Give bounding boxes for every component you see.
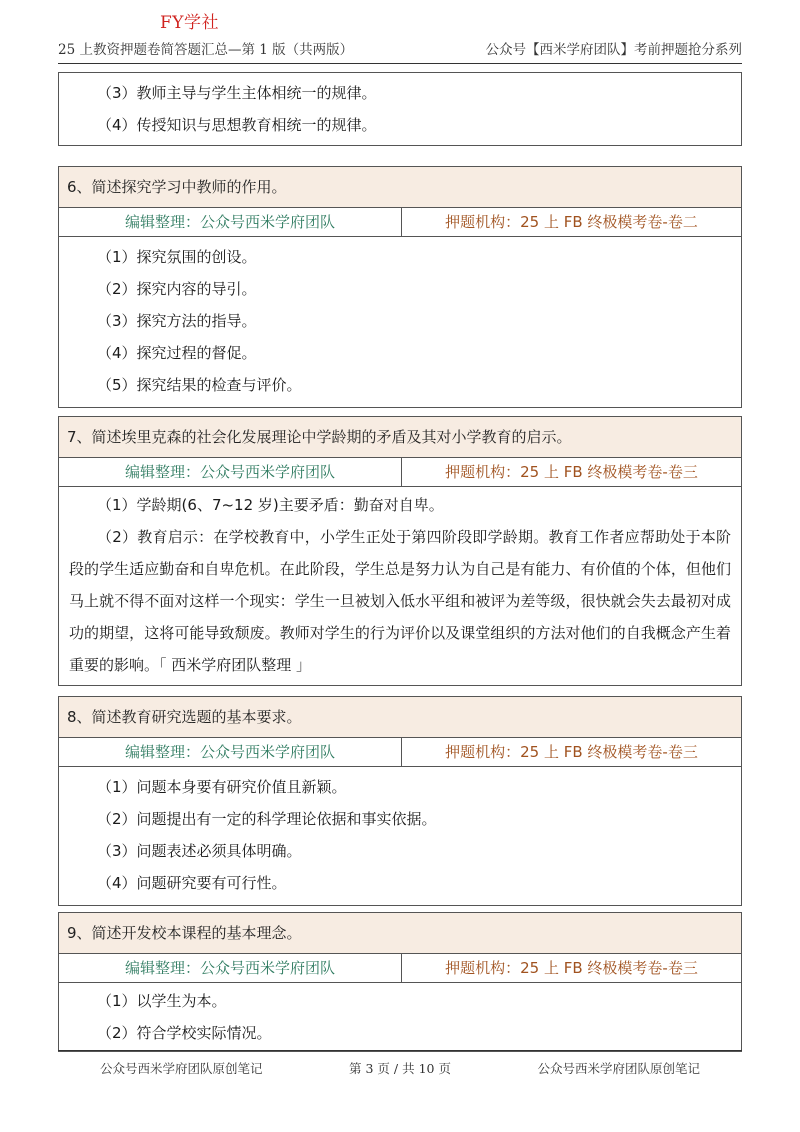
question-6-meta xyxy=(59,208,741,237)
answer-item: （2）问题提出有一定的科学理论依据和事实依据。 xyxy=(97,810,437,828)
question-8-box xyxy=(58,696,742,906)
question-9-box xyxy=(58,912,742,1052)
answer-item: （3）问题表述必须具体明确。 xyxy=(97,842,302,860)
answer-item: （2）符合学校实际情况。 xyxy=(97,1024,272,1042)
footer-right: 公众号西米学府团队原创笔记 xyxy=(537,1061,700,1076)
question-6-box xyxy=(58,166,742,408)
answer-item: （4）问题研究要有可行性。 xyxy=(97,874,287,892)
answer-paragraph: （2）教育启示：在学校教育中，小学生正处于第四阶段即学龄期。教育工作者应帮助处于本阶段的学生适应勤奋和自卑危机。在此阶段，学生总是努力认为自己是有能力、有价值的个体，但他们马上就不得不面对这样一个现实：学生一旦被划入低水平组和被评为差等级，很快就会失去最初对成功的期望，这将可能导致颓废。教师对学生的行为评价以及课堂组织的方法对他们的自我概念产生着重要的影响。「 西米学府团队整理 」 xyxy=(69,528,731,674)
answer-item: （1）学龄期(6、7~12 岁)主要矛盾：勤奋对自卑。 xyxy=(97,496,444,514)
page-footer xyxy=(58,1050,742,1077)
page-header xyxy=(58,38,742,64)
editor-label: 编辑整理：公众号西米学府团队 xyxy=(59,738,402,766)
answer-item: （5）探究结果的检查与评价。 xyxy=(97,376,302,394)
editor-label: 编辑整理：公众号西米学府团队 xyxy=(59,458,402,486)
source-label: 押题机构：25 上 FB 终极模考卷-卷三 xyxy=(445,959,698,977)
source-label: 押题机构：25 上 FB 终极模考卷-卷三 xyxy=(445,463,698,481)
question-8-title: 8、简述教育研究选题的基本要求。 xyxy=(59,697,741,738)
question-6-title: 6、简述探究学习中教师的作用。 xyxy=(59,167,741,208)
editor-label: 编辑整理：公众号西米学府团队 xyxy=(59,208,402,236)
source-label: 押题机构：25 上 FB 终极模考卷-卷二 xyxy=(445,213,698,231)
question-8-meta xyxy=(59,738,741,767)
question-7-meta xyxy=(59,458,741,487)
watermark-text: FY学社 xyxy=(160,13,220,33)
answer-item: （2）探究内容的导引。 xyxy=(97,280,257,298)
answer-item: （1）问题本身要有研究价值且新颖。 xyxy=(97,778,347,796)
answer-item: （1）以学生为本。 xyxy=(97,992,227,1010)
answer-item: （1）探究氛围的创设。 xyxy=(97,248,257,266)
answer-item: （4）探究过程的督促。 xyxy=(97,344,257,362)
question-7-title: 7、简述埃里克森的社会化发展理论中学龄期的矛盾及其对小学教育的启示。 xyxy=(59,417,741,458)
page-number: 第 3 页 / 共 10 页 xyxy=(349,1061,451,1076)
answer-item: （4）传授知识与思想教育相统一的规律。 xyxy=(97,116,377,134)
header-right: 公众号【西米学府团队】考前押题抢分系列 xyxy=(485,42,742,58)
footer-left: 公众号西米学府团队原创笔记 xyxy=(100,1061,263,1076)
answer-item: （3）探究方法的指导。 xyxy=(97,312,257,330)
source-label: 押题机构：25 上 FB 终极模考卷-卷三 xyxy=(445,743,698,761)
question-9-title: 9、简述开发校本课程的基本理念。 xyxy=(59,913,741,954)
answer-item: （3）教师主导与学生主体相统一的规律。 xyxy=(97,84,377,102)
question-9-meta xyxy=(59,954,741,983)
header-left: 25 上教资押题卷简答题汇总—第 1 版（共两版） xyxy=(58,42,354,58)
question-7-box xyxy=(58,416,742,686)
prev-question-box xyxy=(58,72,742,146)
editor-label: 编辑整理：公众号西米学府团队 xyxy=(59,954,402,982)
